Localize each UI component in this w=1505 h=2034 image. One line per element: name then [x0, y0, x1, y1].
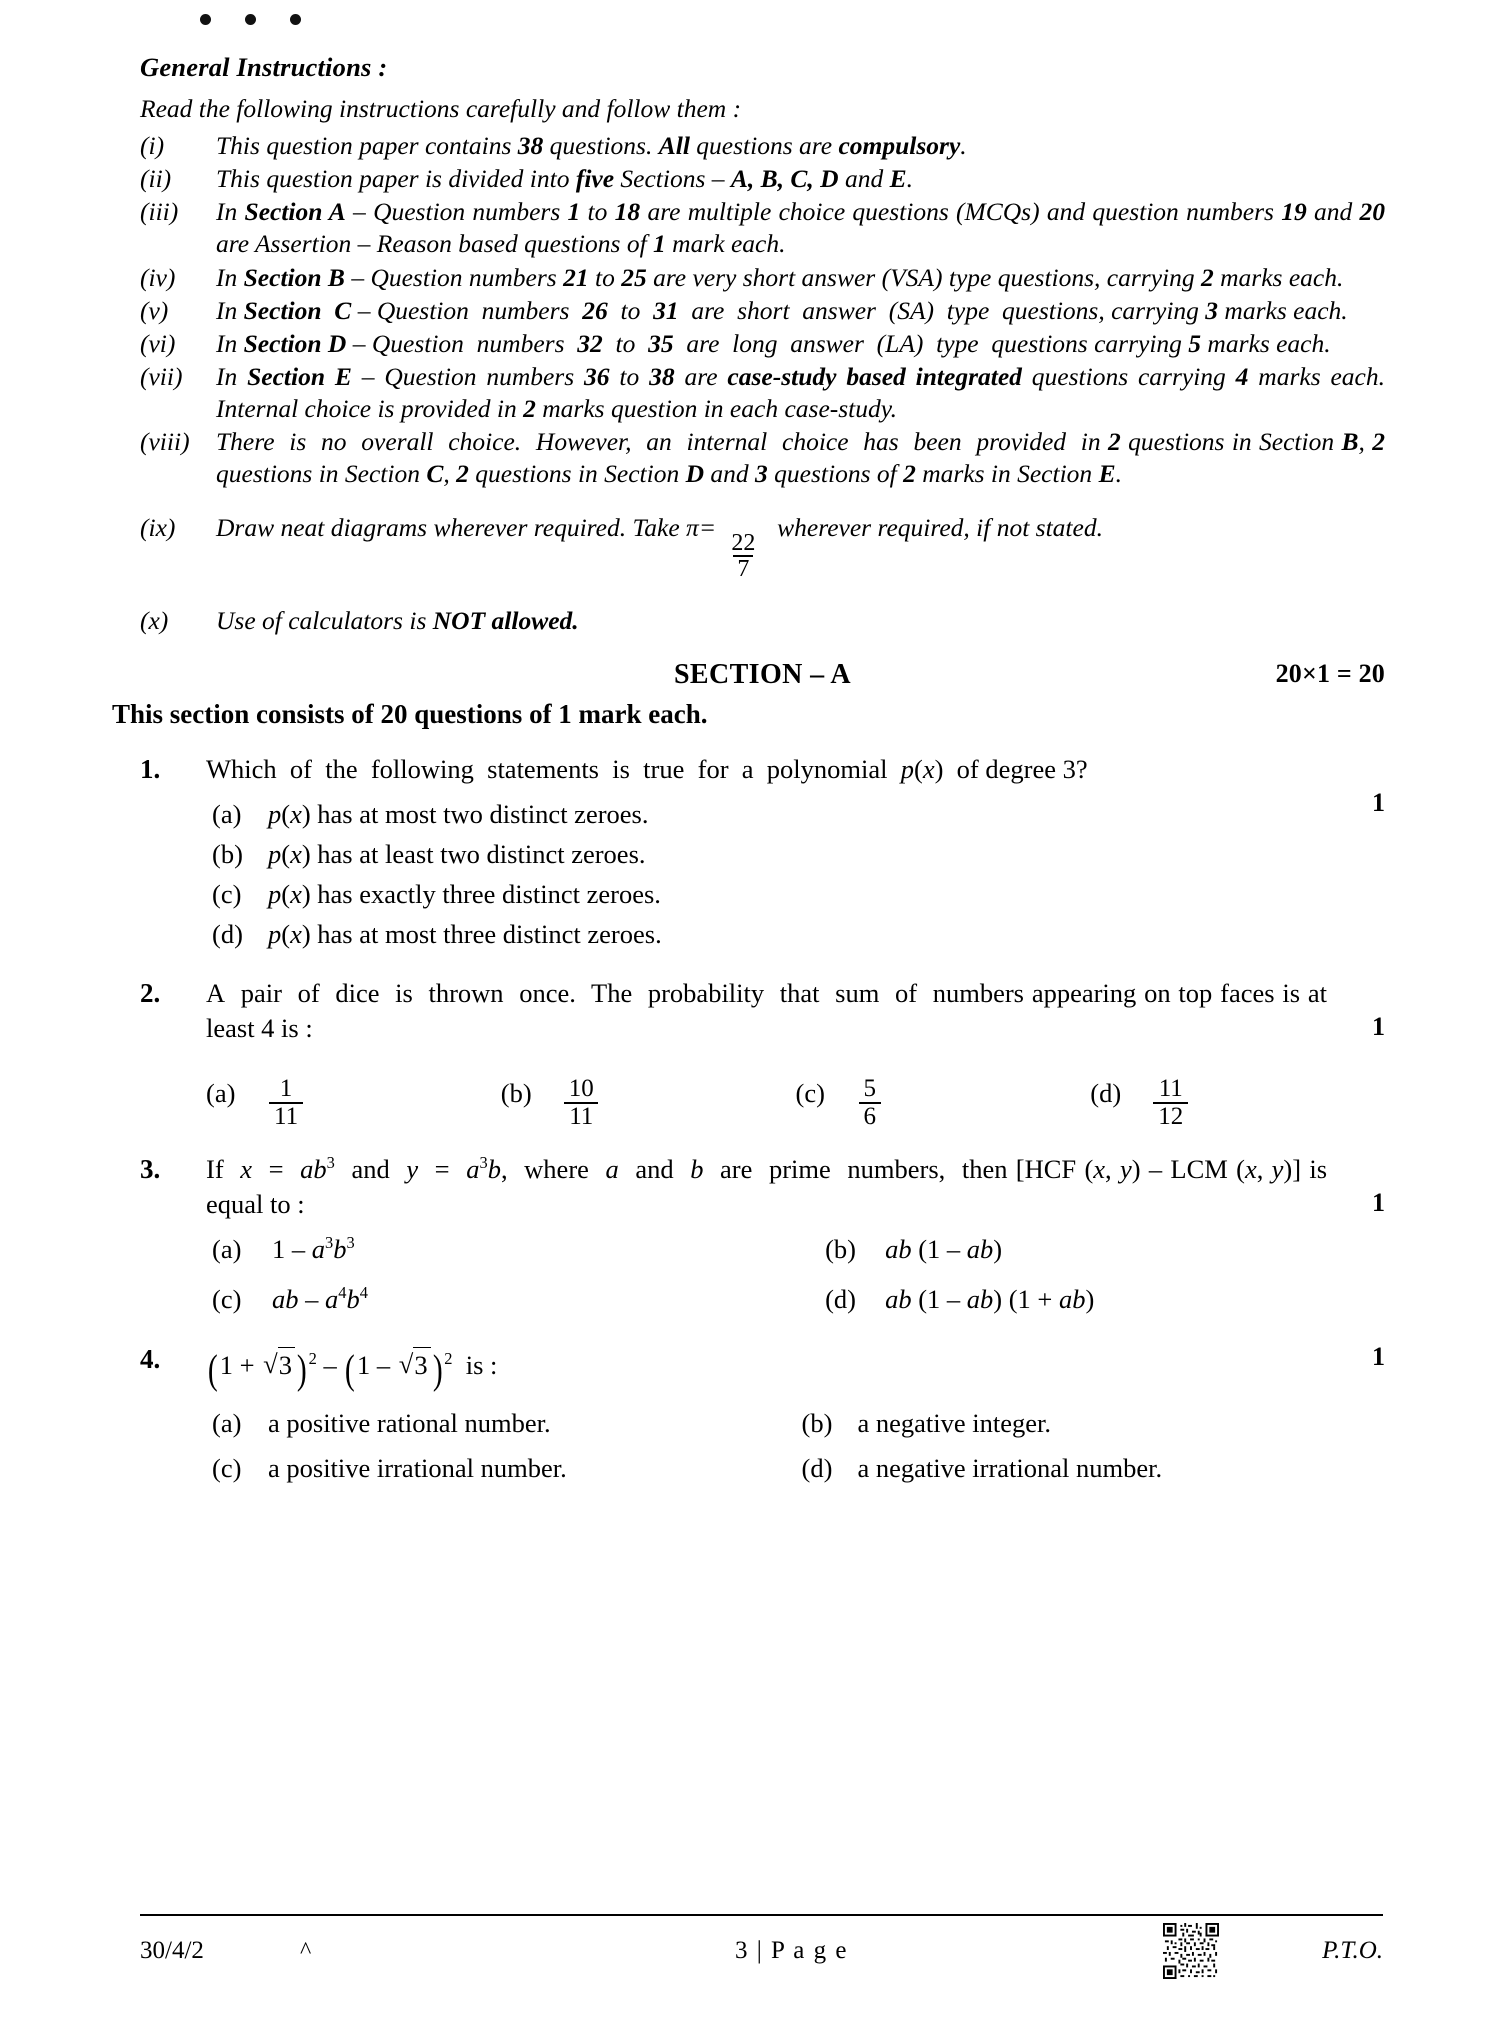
option-label: (a): [212, 799, 242, 830]
option-cell[interactable]: [206, 1056, 501, 1130]
instruction-text: In Section B – Question numbers 21 to 25 are very short answer (VSA) type questions, carrying 2 marks each.: [216, 262, 1344, 292]
option-label: (a): [212, 1234, 242, 1264]
dot-icon: [200, 14, 211, 25]
option-text: $\frac{1}{11}$: [266, 1056, 501, 1130]
instruction-text: There is no overall choice. However, an internal choice has been provided in 2 questions in Section B, 2 questions in Section C, 2 questions in Section D and 3 questions of 2 marks in Section E.: [216, 427, 1385, 489]
option-text: a negative irrational number.: [857, 1453, 1163, 1484]
qr-code-icon: [1163, 1923, 1219, 1979]
options-list: [206, 795, 1385, 954]
instruction-number: (ii): [140, 164, 172, 194]
option-cell[interactable]: [501, 1056, 796, 1130]
question-body: [206, 976, 1385, 1130]
option-item[interactable]: [212, 835, 1385, 875]
pto-label: P.T.O.: [1322, 1937, 1383, 1964]
question-text: If $x = ab^3$ and $y = a^3b$, where a and b are prime numbers, then [HCF (x, y) – LCM (x, y)] is equal to :: [206, 1153, 1328, 1220]
option-text: ab (1 – ab): [885, 1234, 1003, 1264]
instruction-text: In Section A – Question numbers 1 to 18 are multiple choice questions (MCQs) and question numbers 19 and 20 are Assertion – Reason based questions of 1 mark each.: [216, 197, 1385, 259]
section-a-marks: 20×1 = 20: [1275, 659, 1385, 689]
option-text: $\frac{10}{11}$: [561, 1056, 796, 1130]
option-label: (c): [212, 878, 242, 909]
instruction-item: [140, 328, 1385, 360]
question-item: [140, 1152, 1385, 1319]
option-item[interactable]: [212, 1404, 796, 1444]
paper-code: 30/4/2: [140, 1937, 204, 1964]
dot-icon: [245, 14, 256, 25]
question-marks: 1: [1372, 1012, 1385, 1042]
question-body: [206, 1342, 1385, 1490]
option-item[interactable]: [212, 1230, 819, 1270]
footer-divider: [140, 1914, 1383, 1916]
option-text: a positive rational number.: [268, 1407, 551, 1438]
instruction-number: (viii): [140, 427, 190, 457]
option-cell[interactable]: [1090, 1056, 1385, 1130]
option-label: (b): [212, 839, 243, 870]
instruction-item: [140, 361, 1385, 425]
instructions-list: [140, 130, 1385, 637]
instruction-item: [140, 163, 1385, 195]
option-item[interactable]: [825, 1280, 1385, 1320]
option-label: (d): [825, 1283, 856, 1314]
page-footer: [140, 1920, 1383, 1982]
instruction-item: [140, 295, 1385, 327]
instruction-text: This question paper contains 38 questions. All questions are compulsory.: [216, 131, 967, 160]
instruction-text: This question paper is divided into five Sections – A, B, C, D and E.: [216, 164, 913, 194]
option-cell[interactable]: [796, 1056, 1091, 1130]
option-item[interactable]: [802, 1449, 1386, 1489]
instruction-item: [140, 196, 1385, 260]
option-label: (b): [801, 1407, 833, 1438]
top-dots-decoration: [200, 14, 301, 25]
option-item[interactable]: [212, 1449, 796, 1489]
page-number: 3 | P a g e: [735, 1937, 848, 1964]
option-label: (c): [795, 1077, 825, 1108]
option-text: ab (1 – ab) (1 + ab): [885, 1283, 1095, 1314]
option-label: (d): [1090, 1077, 1122, 1108]
section-a-title: SECTION – A: [673, 659, 852, 691]
options-list: [206, 1404, 1385, 1490]
option-item[interactable]: [212, 1280, 819, 1320]
option-item[interactable]: [212, 795, 1385, 835]
option-label: (d): [801, 1453, 833, 1484]
option-item[interactable]: [825, 1230, 1385, 1270]
instruction-item: [140, 262, 1385, 294]
option-text: $\frac{5}{6}$: [856, 1056, 1091, 1130]
option-label: (c): [212, 1453, 242, 1484]
question-body: [206, 1152, 1385, 1319]
option-item[interactable]: [212, 875, 1385, 915]
instruction-text: In Section E – Question numbers 36 to 38 are case-study based integrated questions carrying 4 marks each. Internal choice is provided in 2 marks question in each case-study.: [216, 361, 1385, 423]
option-text: ab – $a^4b^4$: [272, 1282, 368, 1314]
option-label: (d): [212, 918, 243, 949]
instruction-number: (x): [140, 606, 169, 636]
general-instructions-lead: Read the following instructions carefully and follow them :: [140, 94, 742, 123]
section-a-subheading: This section consists of 20 questions of 1 mark each.: [112, 699, 708, 730]
option-text: p(x) has exactly three distinct zeroes.: [268, 878, 661, 909]
option-text: p(x) has at most three distinct zeroes.: [268, 918, 662, 949]
option-label: (b): [500, 1077, 532, 1108]
caret-mark: ^: [300, 1937, 312, 1964]
question-number: 4.: [140, 1343, 161, 1374]
instruction-text: In Section C – Question numbers 26 to 31 are short answer (SA) type questions, carrying 3 marks each.: [216, 295, 1348, 325]
option-item[interactable]: [212, 915, 1385, 955]
question-body: [206, 752, 1385, 954]
questions-list: [140, 752, 1385, 1489]
option-text: p(x) has at least two distinct zeroes.: [268, 839, 646, 870]
instruction-item: [140, 605, 1385, 637]
option-label: (a): [206, 1077, 236, 1108]
question-marks: 1: [1372, 1188, 1385, 1218]
question-item: [140, 752, 1385, 954]
question-number: 1.: [140, 754, 161, 785]
instruction-number: (iii): [140, 197, 179, 227]
question-text: A pair of dice is thrown once. The probability that sum of numbers appearing on top faces is at least 4 is :: [206, 978, 1327, 1044]
question-text: (1 + √3 ) $^2$ – (1 – √3 ) $^2$ is :: [207, 1345, 498, 1392]
question-text: Which of the following statements is true for a polynomial p(x) of degree 3?: [206, 754, 1088, 785]
option-label: (c): [212, 1283, 242, 1314]
instruction-text: Use of calculators is NOT allowed.: [216, 606, 579, 636]
instruction-number: (i): [140, 131, 165, 160]
instruction-item: [140, 426, 1385, 490]
option-text: $\frac{11}{12}$: [1150, 1056, 1385, 1130]
question-number: 3.: [140, 1154, 161, 1185]
general-instructions-title: General Instructions :: [140, 52, 388, 82]
instruction-number: (vi): [140, 328, 176, 358]
question-marks: 1: [1372, 1341, 1385, 1371]
question-item: [140, 1342, 1385, 1490]
instruction-item: [140, 130, 1385, 162]
instruction-text: Draw neat diagrams wherever required. Take π= $\frac{22}{7}$ wherever required, if not stated.: [216, 513, 1103, 583]
option-text: $1 - a^3b^3$: [272, 1233, 355, 1264]
general-instructions-block: [140, 0, 1385, 637]
option-text: a positive irrational number.: [268, 1453, 567, 1484]
instruction-number: (iv): [140, 262, 176, 292]
option-item[interactable]: [802, 1404, 1386, 1444]
instruction-item: [140, 512, 1385, 583]
question-marks: 1: [1372, 788, 1385, 818]
option-text: p(x) has at most two distinct zeroes.: [268, 799, 649, 830]
question-number: 2.: [140, 978, 161, 1009]
instruction-number: (ix): [140, 513, 176, 543]
options-row: [206, 1056, 1385, 1130]
option-label: (a): [212, 1407, 242, 1438]
instruction-number: (vii): [140, 361, 183, 391]
instruction-number: (v): [140, 295, 169, 325]
instruction-text: In Section D – Question numbers 32 to 35 are long answer (LA) type questions carrying 5 marks each.: [216, 328, 1331, 358]
question-item: [140, 976, 1385, 1130]
dot-icon: [290, 14, 301, 25]
section-a-heading-row: [140, 659, 1385, 691]
option-label: (b): [825, 1234, 856, 1264]
option-text: a negative integer.: [857, 1407, 1052, 1438]
options-list: [206, 1230, 1385, 1320]
